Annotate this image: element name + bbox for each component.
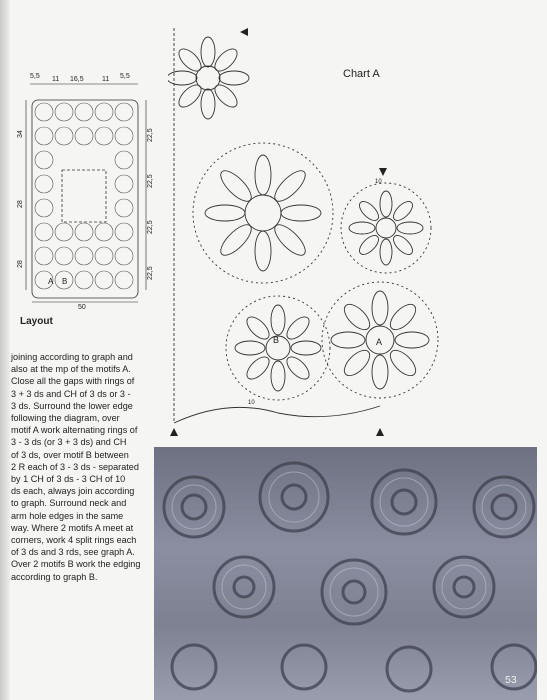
instruction-text [11, 351, 149, 583]
dim-right-1: 22,5 [147, 128, 154, 142]
text-line: corners, work 4 split rings each [11, 535, 137, 546]
dim-top-2: 11 [52, 76, 60, 83]
chart-count-1: 10 [375, 179, 382, 185]
dim-left-2: 28 [17, 200, 24, 208]
dim-top-4: 11 [102, 76, 110, 83]
motif-top [168, 37, 249, 119]
text-line: arm hole edges in the same [11, 510, 124, 521]
dim-left-3: 28 [17, 260, 24, 268]
text-line: 2 R each of 3 - 3 ds - separated [11, 461, 139, 472]
text-line: 3 - 3 ds (or 3 + 3 ds) and CH [11, 437, 127, 448]
text-line: also at the mp of the motifs A. [11, 364, 131, 375]
text-line: 3 + 3 ds and CH of 3 ds or 3 - [11, 388, 131, 399]
text-line: way. Where 2 motifs A meet at [11, 522, 134, 533]
dim-left-1: 34 [17, 130, 24, 138]
page-gutter [0, 0, 10, 700]
arrow-up-icon [170, 428, 178, 436]
chart-label-b: B [273, 335, 280, 345]
dim-right-3: 22,5 [147, 220, 154, 234]
lace-photo [154, 447, 537, 700]
text-line: of 3 ds, over motif B between [11, 449, 129, 460]
lace-photo-image [154, 447, 537, 700]
motif-b [226, 296, 330, 400]
layout-dimension-left [17, 100, 26, 290]
text-line: 3 ds. Surround the lower edge [11, 400, 133, 411]
arrow-up-icon [376, 428, 384, 436]
text-line: to graph. Surround neck and [11, 498, 127, 509]
text-line: Over 2 motifs B work the edging [11, 559, 141, 570]
lower-edge [174, 406, 380, 423]
layout-diagram [10, 70, 160, 310]
motif-large [193, 143, 333, 283]
layout-dimension-right [146, 100, 154, 290]
text-line: of 3 ds and 3 rds, see graph A. [11, 547, 135, 558]
dim-right-2: 22,5 [147, 174, 154, 188]
text-line: joining according to graph and [11, 352, 133, 362]
layout-lace-shape [32, 100, 138, 298]
text-line: following the diagram, over [11, 413, 120, 424]
chart-title: Chart A [343, 68, 380, 80]
layout-caption: Layout [20, 316, 53, 327]
chart-label-a: A [376, 337, 383, 347]
text-line: Close all the gaps with rings of [11, 376, 135, 387]
dim-bottom: 50 [78, 304, 86, 310]
page-number: 53 [505, 674, 517, 686]
layout-label-a: A [48, 277, 54, 286]
dim-top-5: 5,5 [120, 73, 130, 80]
text-line: motif A work alternating rings of [11, 425, 138, 436]
motif-right [341, 183, 431, 273]
dim-top-1: 5,5 [30, 73, 40, 80]
tatting-pattern-chart [168, 28, 468, 438]
layout-dimension-bottom [32, 302, 138, 310]
text-line: ds each, always join according [11, 486, 135, 497]
chart-count-2: 10 [248, 400, 255, 406]
arrow-down-icon [379, 168, 387, 176]
layout-dimension-top [30, 73, 138, 84]
text-line: according to graph B. [11, 571, 98, 582]
text-line: by 1 CH of 3 ds - 3 CH of 10 [11, 474, 126, 485]
layout-label-b: B [62, 277, 68, 286]
dim-right-4: 22,5 [147, 266, 154, 280]
dim-top-3: 16,5 [70, 76, 84, 83]
arrow-left-icon [240, 28, 248, 36]
